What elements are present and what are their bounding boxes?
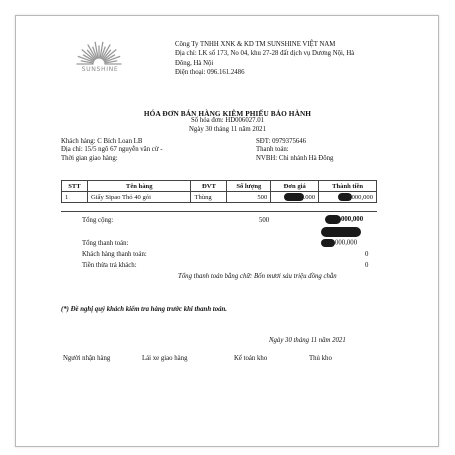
total-quantity: 500 bbox=[259, 217, 270, 224]
row-amount-visible: 000,000 bbox=[351, 193, 373, 201]
grand-total-label: Tổng thanh toán: bbox=[82, 240, 129, 247]
company-name: Công Ty TNHH XNK & KD TM SUNSHINE VIỆT NAM bbox=[175, 41, 336, 48]
row-amount bbox=[319, 192, 377, 203]
col-product-name: Tên hàng bbox=[87, 181, 191, 192]
customer-paid-label: Khách hàng thanh toán: bbox=[82, 251, 147, 258]
signature-storekeeper: Thủ kho bbox=[309, 355, 332, 362]
change-value: 0 bbox=[365, 262, 369, 269]
row-quantity: 500 bbox=[227, 192, 271, 203]
grand-total-visible: 000,000 bbox=[335, 239, 358, 247]
invoice-date: Ngày 30 tháng 11 năm 2021 bbox=[189, 126, 266, 133]
row-unit: Thùng bbox=[191, 192, 227, 203]
signature-accountant: Kế toán kho bbox=[234, 355, 268, 362]
col-unit: ĐVT bbox=[191, 181, 227, 192]
total-amount bbox=[325, 215, 363, 224]
invoice-page bbox=[15, 15, 439, 447]
col-amount: Thành tiền bbox=[319, 181, 377, 192]
row-product-name: Giấy Sipao Thỏ 40 gói bbox=[87, 192, 191, 203]
sun-rays-icon bbox=[76, 34, 122, 66]
redaction-mark bbox=[321, 227, 361, 237]
inspection-note: (*) Đề nghị quý khách kiểm tra hàng trước khi thanh toán. bbox=[61, 306, 227, 313]
invoice-title: HÓA ĐƠN BÁN HÀNG KIÊM PHIẾU BẢO HÀNH bbox=[143, 109, 312, 118]
customer-address: Địa chỉ: 15/5 ngõ 67 nguyễn văn cừ - bbox=[61, 146, 163, 153]
company-address-line1: Địa chỉ: LK số 173, No 04, khu 27-28 đất dịch vụ Dương Nội, Hà bbox=[175, 50, 355, 58]
col-unit-price: Đơn giá bbox=[271, 181, 319, 192]
signature-driver: Lái xe giao hàng bbox=[142, 355, 188, 362]
grand-total-value bbox=[321, 239, 357, 247]
total-amount-visible: 000,000 bbox=[341, 216, 364, 224]
redaction-mark bbox=[325, 215, 341, 224]
change-label: Tiền thừa trả khách: bbox=[82, 262, 137, 269]
col-stt: STT bbox=[62, 181, 88, 192]
col-quantity: Số lượng bbox=[227, 181, 271, 192]
items-table bbox=[61, 180, 377, 203]
row-stt: 1 bbox=[62, 192, 88, 203]
redaction-mark bbox=[284, 193, 304, 201]
invoice-number: Số hóa đơn: HD006027.01 bbox=[190, 117, 265, 124]
redaction-mark bbox=[321, 239, 335, 247]
customer-name: Khách hàng: C Bích Loan LB bbox=[61, 138, 143, 145]
row-unit-price-visible: .000 bbox=[303, 193, 316, 201]
total-label: Tổng cộng: bbox=[82, 217, 114, 224]
payment-method: Thanh toán: bbox=[256, 146, 289, 153]
table-bottom-rule bbox=[61, 211, 377, 212]
logo-wordmark: SUNSHINE bbox=[81, 66, 119, 73]
company-info bbox=[175, 40, 354, 77]
sales-staff: NVBH: Chi nhánh Hà Đông bbox=[256, 155, 334, 162]
signature-receiver: Người nhận hàng bbox=[63, 355, 111, 362]
redaction-mark bbox=[338, 193, 352, 201]
signature-date: Ngày 30 tháng 11 năm 2021 bbox=[269, 337, 346, 344]
customer-phone: SĐT: 0979375646 bbox=[256, 138, 307, 145]
delivery-time: Thời gian giao hàng: bbox=[61, 155, 118, 162]
company-phone: Điện thoại: 096.161.2486 bbox=[175, 68, 245, 76]
customer-paid-value: 0 bbox=[365, 251, 369, 258]
row-unit-price bbox=[271, 192, 319, 203]
total-in-words: Tổng thanh toán bằng chữ: Bốn mươi sáu triệu đồng chẵn bbox=[178, 273, 337, 280]
table-row bbox=[62, 192, 377, 203]
company-address-line2: Đông, Hà Nội bbox=[175, 59, 214, 67]
table-header-row bbox=[62, 181, 377, 192]
